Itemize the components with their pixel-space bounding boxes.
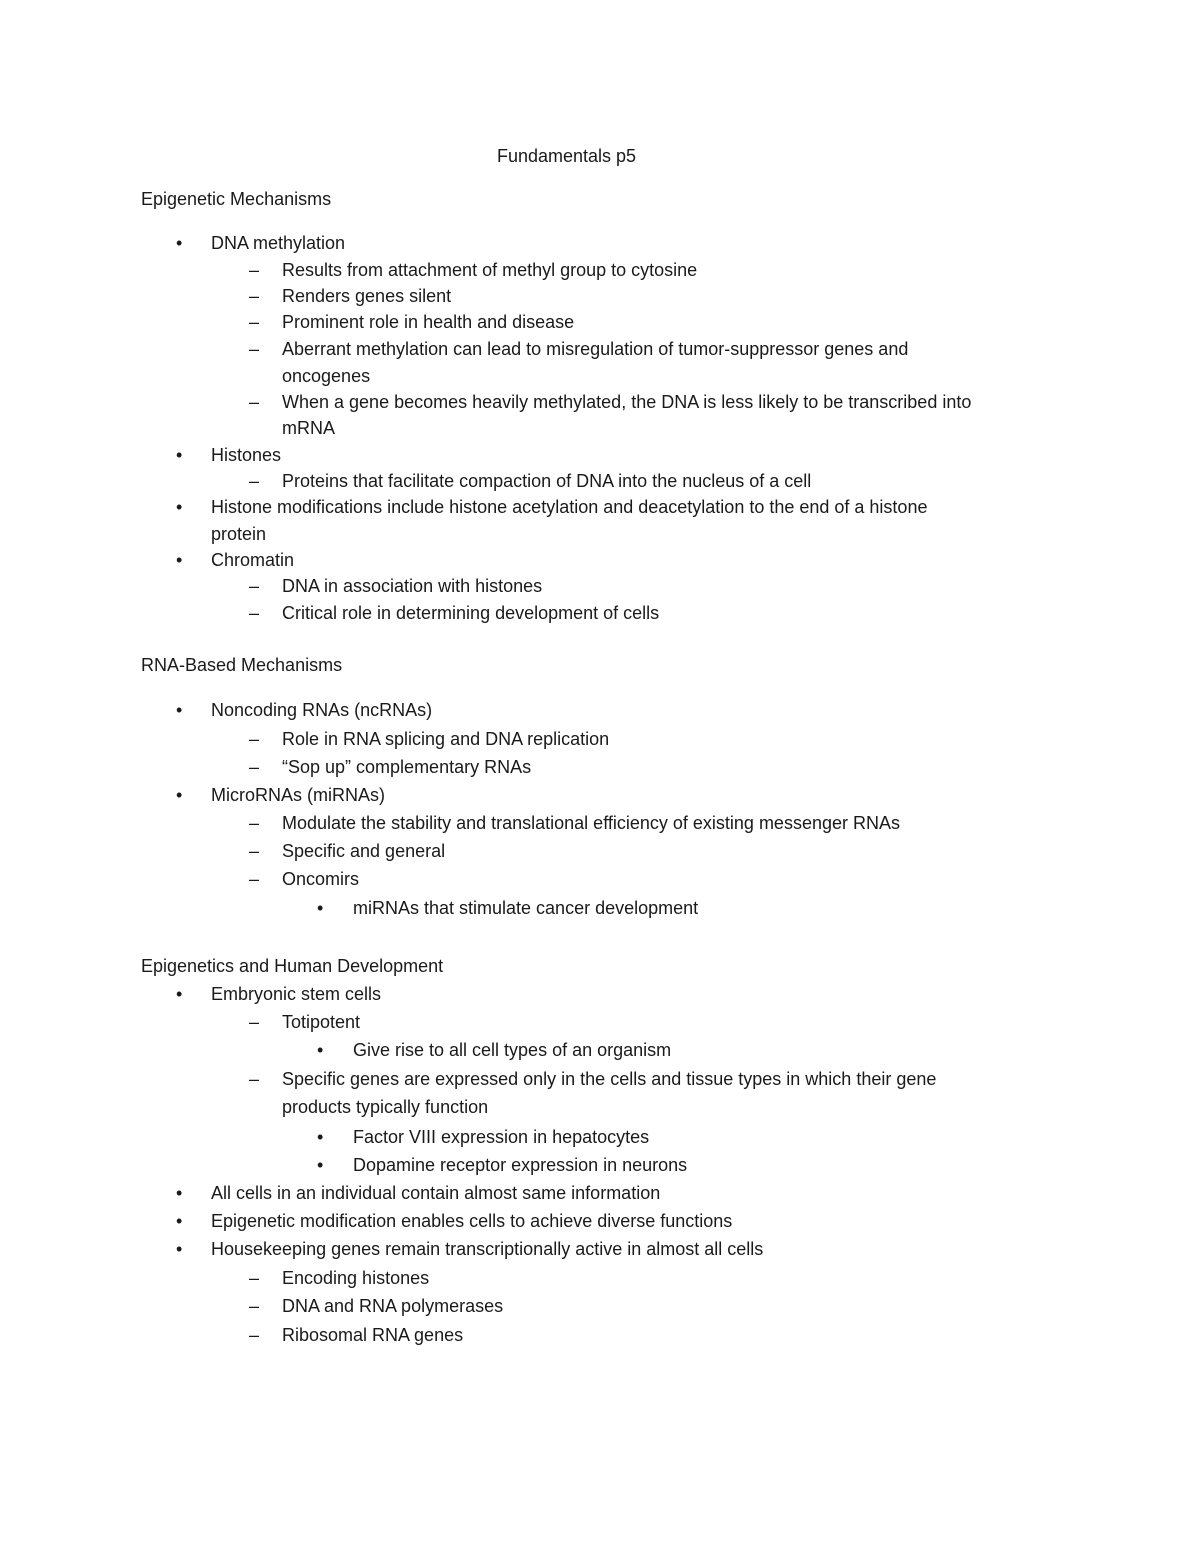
bullet-marker: • — [176, 550, 183, 570]
list-item: Proteins that facilitate compaction of DNA into the nucleus of a cell — [282, 471, 812, 491]
list-item: Prominent role in health and disease — [282, 312, 575, 332]
bullet-marker: • — [176, 785, 183, 805]
bullet-marker: • — [176, 497, 183, 517]
list-item: “Sop up” complementary RNAs — [282, 757, 532, 777]
bullet-marker: • — [317, 898, 324, 918]
list-item: Role in RNA splicing and DNA replication — [282, 729, 610, 749]
list-item: miRNAs that stimulate cancer development — [353, 898, 699, 918]
bullet-marker: • — [176, 984, 183, 1004]
dash-marker: – — [249, 869, 260, 889]
list-item: Critical role in determining development of cells — [282, 603, 660, 623]
list-item: Specific genes are expressed only in the cells and tissue types in which their gene — [282, 1069, 937, 1089]
list-item: Give rise to all cell types of an organism — [353, 1040, 672, 1060]
dash-marker: – — [249, 841, 260, 861]
list-item: Renders genes silent — [282, 286, 452, 306]
bullet-marker: • — [176, 1211, 183, 1231]
section-heading-rna: RNA-Based Mechanisms — [141, 655, 343, 675]
dash-marker: – — [249, 576, 260, 596]
list-item: Histones — [211, 445, 282, 465]
list-item: Specific and general — [282, 841, 446, 861]
list-item: DNA and RNA polymerases — [282, 1296, 504, 1316]
list-item-continuation: oncogenes — [282, 366, 371, 386]
dash-marker: – — [249, 1268, 260, 1288]
dash-marker: – — [249, 603, 260, 623]
list-item: Oncomirs — [282, 869, 360, 889]
list-item: Histone modifications include histone acetylation and deacetylation to the end of a histone — [211, 497, 928, 517]
list-item: Dopamine receptor expression in neurons — [353, 1155, 688, 1175]
list-item: DNA in association with histones — [282, 576, 543, 596]
bullet-marker: • — [176, 233, 183, 253]
list-item: Factor VIII expression in hepatocytes — [353, 1127, 650, 1147]
dash-marker: – — [249, 286, 260, 306]
section-heading-epigenetic: Epigenetic Mechanisms — [141, 189, 332, 209]
dash-marker: – — [249, 1325, 260, 1345]
list-item: Epigenetic modification enables cells to achieve diverse functions — [211, 1211, 733, 1231]
list-item: Housekeeping genes remain transcriptionally active in almost all cells — [211, 1239, 764, 1259]
dash-marker: – — [249, 729, 260, 749]
bullet-marker: • — [317, 1155, 324, 1175]
list-item: DNA methylation — [211, 233, 346, 253]
bullet-marker: • — [176, 1239, 183, 1259]
page-title: Fundamentals p5 — [496, 146, 637, 166]
dash-marker: – — [249, 757, 260, 777]
bullet-marker: • — [176, 700, 183, 720]
list-item: All cells in an individual contain almost same information — [211, 1183, 661, 1203]
dash-marker: – — [249, 312, 260, 332]
list-item-continuation: mRNA — [282, 418, 335, 438]
list-item: Noncoding RNAs (ncRNAs) — [211, 700, 433, 720]
list-item: Results from attachment of methyl group to cytosine — [282, 260, 698, 280]
list-item-continuation: products typically function — [282, 1097, 489, 1117]
list-item: Aberrant methylation can lead to misregulation of tumor-suppressor genes and — [282, 339, 909, 359]
list-item: Modulate the stability and translational efficiency of existing messenger RNAs — [282, 813, 900, 833]
list-item: Ribosomal RNA genes — [282, 1325, 464, 1345]
bullet-marker: • — [176, 1183, 183, 1203]
bullet-marker: • — [317, 1127, 324, 1147]
bullet-marker: • — [176, 445, 183, 465]
dash-marker: – — [249, 1296, 260, 1316]
section-heading-development: Epigenetics and Human Development — [141, 956, 444, 976]
dash-marker: – — [249, 392, 260, 412]
list-item: Embryonic stem cells — [211, 984, 382, 1004]
dash-marker: – — [249, 1012, 260, 1032]
dash-marker: – — [249, 1069, 260, 1089]
list-item: Chromatin — [211, 550, 295, 570]
list-item: Encoding histones — [282, 1268, 430, 1288]
dash-marker: – — [249, 260, 260, 280]
list-item: MicroRNAs (miRNAs) — [211, 785, 385, 805]
dash-marker: – — [249, 813, 260, 833]
list-item: Totipotent — [282, 1012, 361, 1032]
list-item: When a gene becomes heavily methylated, the DNA is less likely to be transcribed into — [282, 392, 972, 412]
bullet-marker: • — [317, 1040, 324, 1060]
dash-marker: – — [249, 339, 260, 359]
list-item-continuation: protein — [211, 524, 267, 544]
dash-marker: – — [249, 471, 260, 491]
